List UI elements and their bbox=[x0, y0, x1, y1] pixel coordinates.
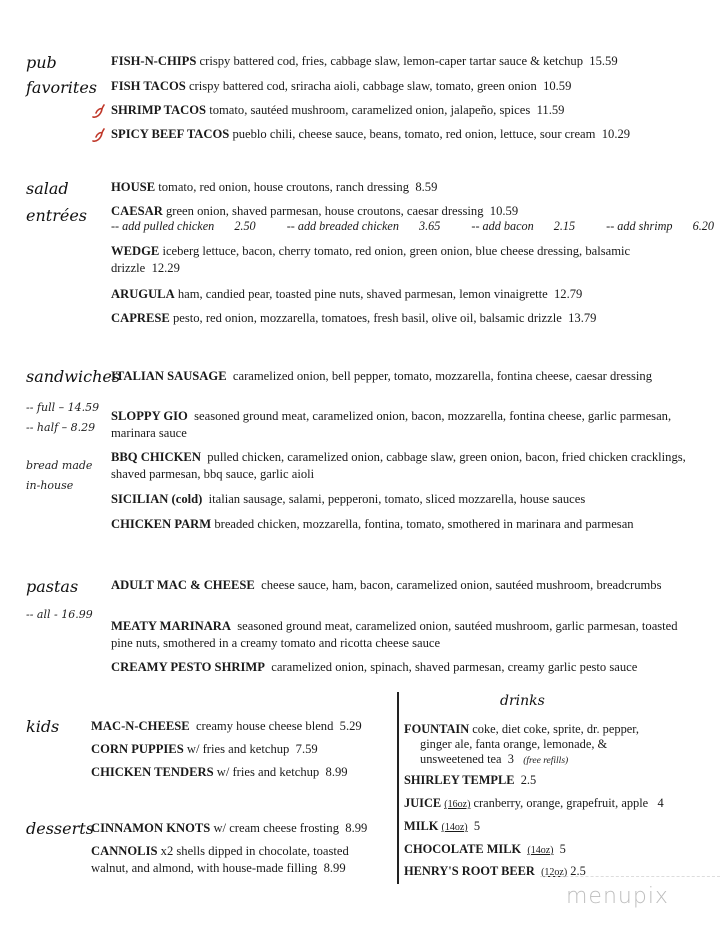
menu-item-fish-n-chips: FISH-N-CHIPS crispy battered cod, fries, cabbage slaw, lemon-caper tartar sauce & ketchup 15.59 bbox=[111, 54, 618, 68]
column-divider bbox=[397, 692, 399, 884]
addon-breaded-chicken: -- add breaded chicken 3.65 bbox=[286, 219, 441, 233]
drink-milk: MILK (14oz) 5 bbox=[404, 819, 481, 833]
menu-item-meaty-marinara: MEATY MARINARA seasoned ground meat, caramelized onion, sautéed mushroom, garlic parmesan, toasted pine nuts, smothered in a creamy tomato and ricotta cheese sauce bbox=[111, 619, 678, 650]
section-label-favorites: favorites bbox=[26, 78, 98, 97]
addon-bacon: -- add bacon 2.15 bbox=[471, 219, 576, 233]
menu-item-caprese-salad: CAPRESE pesto, red onion, mozzarella, tomatoes, fresh basil, olive oil, balsamic drizzle 13.79 bbox=[111, 311, 597, 325]
bread-note-line2: in-house bbox=[26, 479, 74, 492]
sandwich-price-full: -- full – 14.59 bbox=[26, 401, 100, 414]
drink-shirley-temple: SHIRLEY TEMPLE 2.5 bbox=[404, 773, 537, 787]
drink-juice: JUICE (16oz) cranberry, orange, grapefruit, apple 4 bbox=[404, 796, 664, 810]
drink-henrys-root-beer: HENRY'S ROOT BEER (12oz) 2.5 bbox=[404, 864, 586, 878]
menu-item-bbq-chicken: BBQ CHICKEN pulled chicken, caramelized onion, cabbage slaw, green onion, bacon, fried chicken cracklings, shaved parmesan, bbq sauce, garlic aioli bbox=[111, 450, 686, 481]
menu-item-shrimp-tacos: SHRIMP TACOS tomato, sautéed mushroom, caramelized onion, jalapeño, spices 11.59 bbox=[111, 103, 565, 117]
menu-item-chicken-tenders: CHICKEN TENDERS w/ fries and ketchup 8.99 bbox=[91, 765, 348, 779]
pasta-price-all: -- all - 16.99 bbox=[26, 608, 93, 621]
menu-item-arugula-salad: ARUGULA ham, candied pear, toasted pine nuts, shaved parmesan, lemon vinaigrette 12.79 bbox=[111, 287, 583, 301]
drink-chocolate-milk: CHOCOLATE MILK (14oz) 5 bbox=[404, 842, 566, 856]
menu-item-corn-puppies: CORN PUPPIES w/ fries and ketchup 7.59 bbox=[91, 742, 318, 756]
menu-item-creamy-pesto-shrimp: CREAMY PESTO SHRIMP caramelized onion, spinach, shaved parmesan, creamy garlic pesto sauce bbox=[111, 660, 638, 674]
menu-item-chicken-parm: CHICKEN PARM breaded chicken, mozzarella, fontina, tomato, smothered in marinara and parmesan bbox=[111, 517, 634, 531]
menu-item-cannolis: CANNOLIS x2 shells dipped in chocolate, toasted walnut, and almond, with house-made filling 8.99 bbox=[91, 844, 349, 875]
section-label-sandwiches: sandwiches bbox=[26, 367, 121, 386]
addon-pulled-chicken: -- add pulled chicken 2.50 bbox=[111, 219, 256, 233]
chili-pepper-icon bbox=[91, 127, 105, 143]
menu-item-sloppy-gio: SLOPPY GIO seasoned ground meat, caramelized onion, bacon, mozzarella, fontina cheese, garlic parmesan, marinara sauce bbox=[111, 409, 672, 440]
menu-item-italian-sausage: ITALIAN SAUSAGE caramelized onion, bell pepper, tomato, mozzarella, fontina cheese, caesar dressing bbox=[111, 369, 652, 383]
watermark-divider bbox=[540, 876, 720, 877]
menu-item-cinnamon-knots: CINNAMON KNOTS w/ cream cheese frosting 8.99 bbox=[91, 821, 368, 835]
section-label-salad: salad bbox=[26, 179, 69, 198]
section-label-pub: pub bbox=[26, 53, 57, 72]
sandwich-price-half: -- half – 8.29 bbox=[26, 421, 96, 434]
menu-item-adult-mac-cheese: ADULT MAC & CHEESE cheese sauce, ham, bacon, caramelized onion, sautéed mushroom, breadcrumbs bbox=[111, 578, 662, 592]
menu-item-fish-tacos: FISH TACOS crispy battered cod, sriracha aioli, cabbage slaw, tomato, green onion 10.59 bbox=[111, 79, 572, 93]
menu-item-spicy-beef-tacos: SPICY BEEF TACOS pueblo chili, cheese sauce, beans, tomato, red onion, lettuce, sour cream 10.29 bbox=[111, 127, 631, 141]
section-label-drinks: drinks bbox=[500, 693, 545, 709]
menu-item-wedge-salad: WEDGE iceberg lettuce, bacon, cherry tomato, red onion, green onion, blue cheese dressing, balsamic drizzle 12.29 bbox=[111, 244, 631, 275]
menu-item-sicilian: SICILIAN (cold) italian sausage, salami, pepperoni, tomato, sliced mozzarella, house sauces bbox=[111, 492, 586, 506]
drink-fountain: FOUNTAIN coke, diet coke, sprite, dr. pepper, ginger ale, fanta orange, lemonade, & unsweetened tea 3 (free refills) bbox=[404, 722, 639, 766]
bread-note-line1: bread made bbox=[26, 459, 93, 472]
menu-item-caesar-salad: CAESAR green onion, shaved parmesan, house croutons, caesar dressing 10.59 bbox=[111, 204, 519, 218]
section-label-desserts: desserts bbox=[26, 819, 94, 838]
menu-item-kids-mac-n-cheese: MAC-N-CHEESE creamy house cheese blend 5.29 bbox=[91, 719, 362, 733]
section-label-entrees: entrées bbox=[26, 206, 87, 225]
watermark-logo: menupix bbox=[566, 884, 669, 909]
chili-pepper-icon bbox=[91, 103, 105, 119]
menu-item-house-salad: HOUSE tomato, red onion, house croutons, ranch dressing 8.59 bbox=[111, 180, 438, 194]
addon-shrimp: -- add shrimp 6.20 bbox=[606, 219, 714, 233]
salad-addons bbox=[111, 219, 720, 234]
section-label-kids: kids bbox=[26, 717, 60, 736]
section-label-pastas: pastas bbox=[26, 577, 79, 596]
